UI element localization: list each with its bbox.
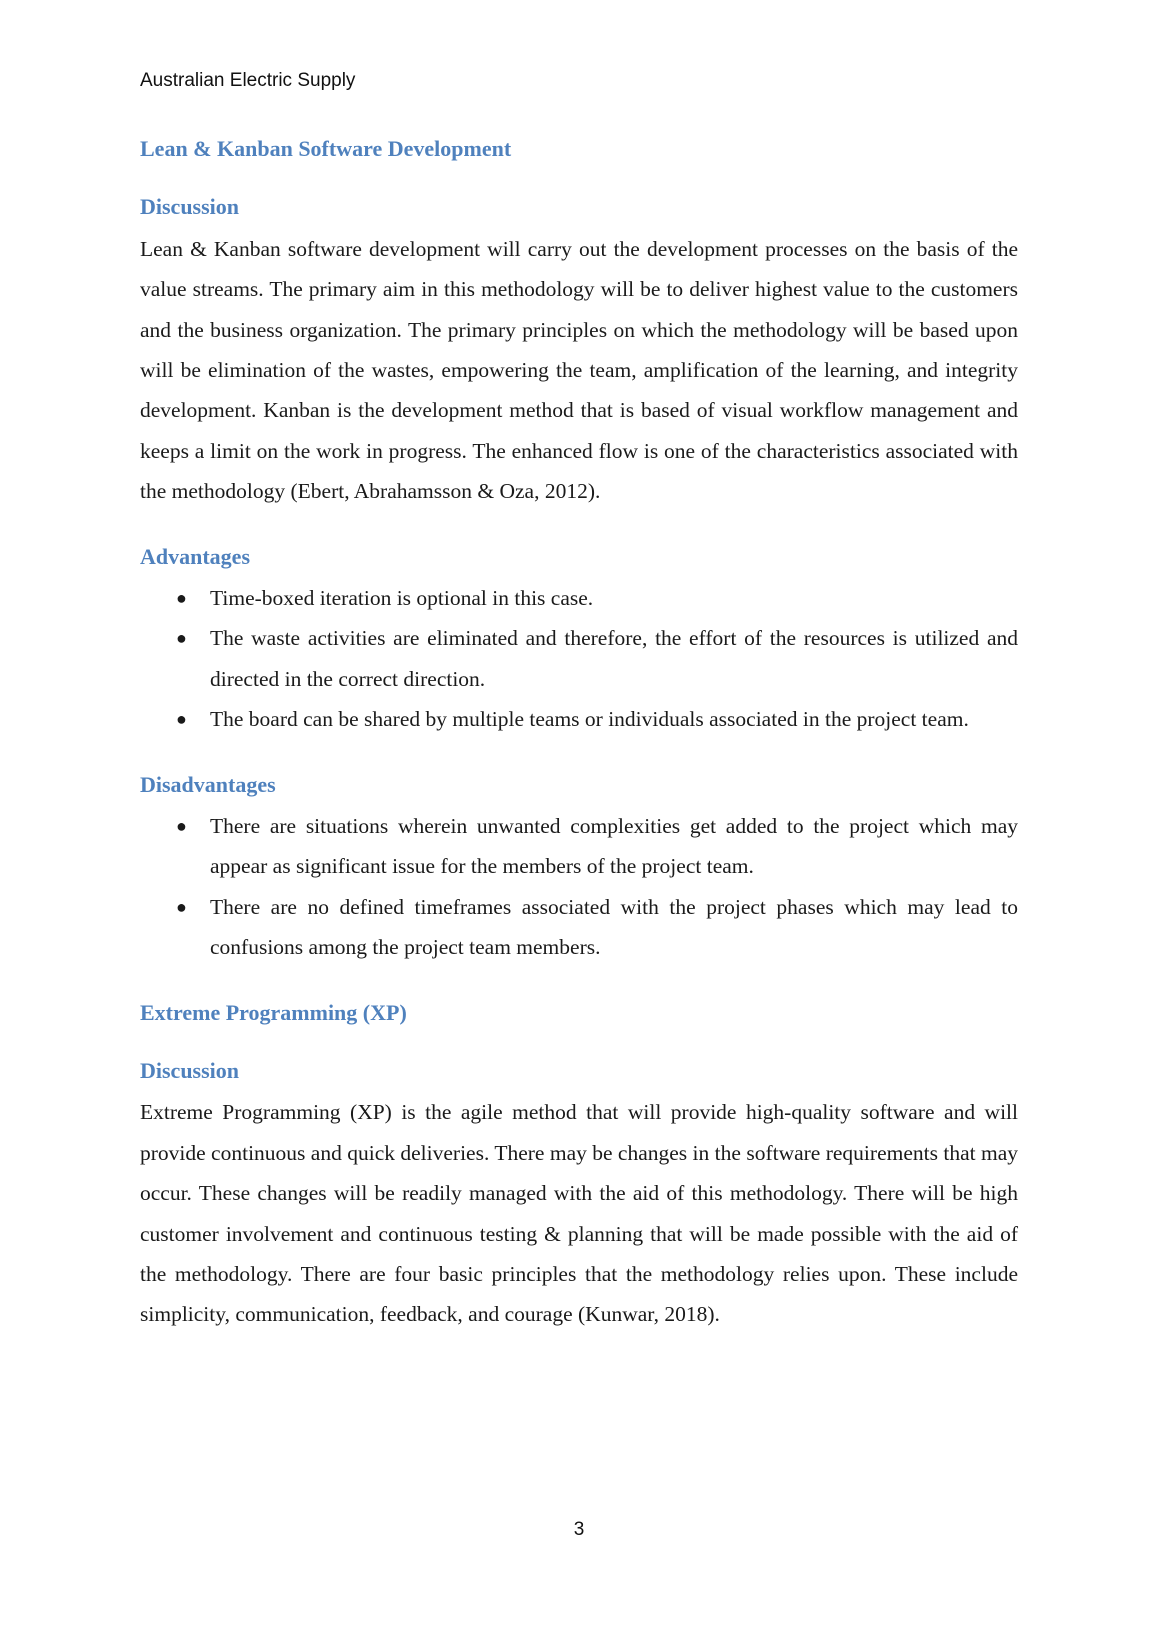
bullet-icon: ● — [176, 588, 187, 609]
list-item-text: Time-boxed iteration is optional in this case. — [210, 586, 594, 611]
lean-discussion-paragraph: Lean & Kanban software development will carry out the development processes on the basis of the value streams. The primary aim in this methodology will be to deliver highest value to the customers and the business organization. The primary principles on which the methodology will be based upon will be elimination of the wastes, empowering the team, amplification of the learning, and integrity development. Kanban is the development method that is based of visual workflow management and keeps a limit on the work in progress. The enhanced flow is one of the characteristics associated with the methodology (Ebert, Abrahamsson & Oza, 2012). — [140, 236, 1018, 504]
page-number: 3 — [573, 1519, 585, 1540]
bullet-icon: ● — [176, 709, 187, 730]
list-item — [140, 887, 1018, 968]
bullet-icon: ● — [176, 628, 187, 649]
list-item — [140, 806, 1018, 887]
running-header: Australian Electric Supply — [140, 70, 356, 91]
section-title-lean-kanban: Lean & Kanban Software Development — [140, 136, 512, 161]
list-item-text: There are situations wherein unwanted complexities get added to the project which may appear as significant issue for the members of the project team. — [210, 814, 1018, 879]
list-item — [140, 578, 1018, 618]
xp-discussion-heading: Discussion — [140, 1058, 240, 1084]
list-item-text: The waste activities are eliminated and therefore, the effort of the resources is utilized and directed in the correct direction. — [210, 626, 1018, 691]
bullet-icon: ● — [176, 816, 187, 837]
list-item — [140, 618, 1018, 699]
lean-disadvantages-list — [140, 806, 1018, 968]
bullet-icon: ● — [176, 896, 187, 917]
lean-disadvantages-heading: Disadvantages — [140, 771, 276, 797]
page-content — [140, 136, 1018, 1367]
lean-advantages-list — [140, 578, 1018, 740]
lean-advantages-heading: Advantages — [140, 543, 251, 569]
list-item-text: There are no defined timeframes associated with the project phases which may lead to confusions among the project team members. — [210, 894, 1018, 960]
lean-discussion-heading: Discussion — [140, 194, 240, 220]
section-title-extreme-programming: Extreme Programming (XP) — [140, 999, 407, 1025]
xp-discussion-paragraph: Extreme Programming (XP) is the agile method that will provide high-quality software and will provide continuous and quick deliveries. There may be changes in the software requirements that may occur. These changes will be readily managed with the aid of this methodology. There will be high customer involvement and continuous testing & planning that will be made possible with the aid of the methodology. There are four basic principles that the methodology relies upon. These include simplicity, communication, feedback, and courage (Kunwar, 2018). — [140, 1100, 1018, 1327]
list-item-text: The board can be shared by multiple teams or individuals associated in the project team. — [210, 707, 969, 732]
list-item — [140, 699, 1018, 739]
